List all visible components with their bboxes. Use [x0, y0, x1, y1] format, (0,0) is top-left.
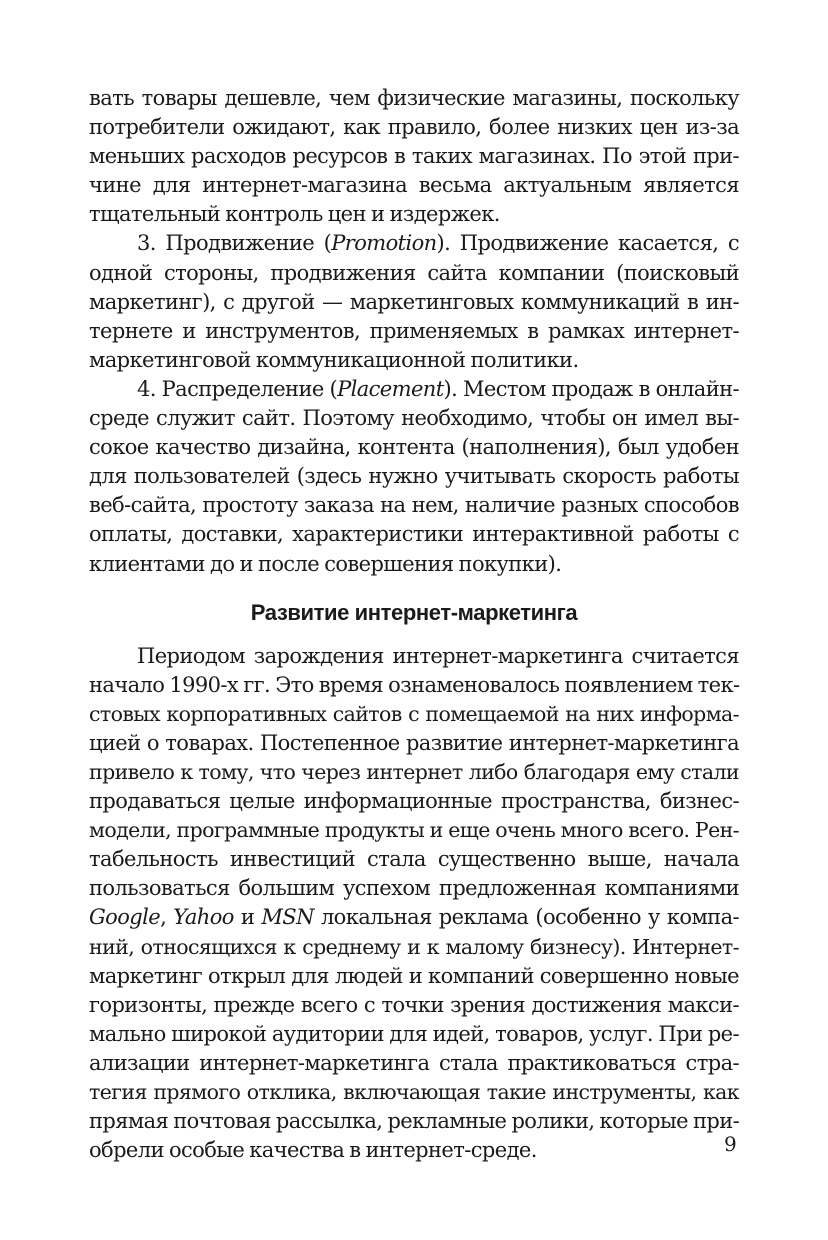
text-line: прямая почтовая рассылка, рекламные ролики, которые при- — [89, 1109, 740, 1134]
term-yahoo: Yahoo — [173, 905, 234, 930]
paragraph-price-continuation — [89, 84, 739, 229]
text-line — [89, 375, 739, 404]
text-line: стовых корпоративных сайтов с помещаемой на них информа- — [89, 701, 739, 726]
text-line: пользоваться большим успехом предложенная компаниями — [89, 876, 739, 901]
text-line: тернете и инструментов, применяемых в рамках интернет- — [89, 318, 739, 343]
text-line: маркетинговой коммуникационной политики. — [89, 347, 579, 372]
text-line: цией о товарах. Постепенное развитие интернет-маркетинга — [89, 730, 739, 755]
page-number: 9 — [724, 1132, 737, 1156]
text-line: веб-сайта, простоту заказа на нем, наличие разных способов — [89, 493, 739, 518]
text-line: горизонты, прежде всего с точки зрения достижения макси- — [89, 992, 739, 1017]
text-line: маркетинг), с другой — маркетинговых коммуникаций в ин- — [89, 289, 739, 314]
text-line: начало 1990-х гг. Это время ознаменовалось появлением тек- — [89, 672, 740, 697]
page-body — [89, 84, 739, 1165]
term-msn: MSN — [261, 905, 314, 930]
text-fragment: локальная реклама (особенно у компа- — [313, 905, 739, 930]
term-promotion: Promotion — [331, 231, 437, 256]
text-line — [89, 229, 739, 258]
text-line: чине для интернет-магазина весьма актуальным является — [89, 173, 739, 198]
text-fragment: 4. Распределение ( — [137, 376, 338, 401]
text-line: мально широкой аудитории для идей, товаров, услуг. При ре- — [89, 1021, 739, 1046]
text-line: табельность инвестиций стала существенно выше, начала — [89, 847, 739, 872]
text-line: тщательный контроль цен и издержек. — [89, 202, 500, 227]
text-line: для пользователей (здесь нужно учитывать скорость работы — [89, 464, 739, 489]
text-line: среде служит сайт. Поэтому необходимо, чтобы он имел вы- — [89, 406, 739, 431]
text-fragment: ). Продвижение касается, с — [436, 231, 739, 256]
text-line: модели, программные продукты и еще очень много всего. Рен- — [89, 818, 739, 843]
text-line: ний, относящихся к среднему и к малому бизнесу). Интернет- — [89, 934, 739, 959]
text-line: клиентами до и после совершения покупки). — [89, 551, 562, 576]
text-line: продаваться целые информационные пространства, бизнес- — [89, 789, 739, 814]
text-line: обрели особые качества в интернет-среде. — [89, 1138, 537, 1163]
text-fragment: ). Местом продаж в онлайн- — [443, 376, 739, 401]
paragraph-placement — [89, 375, 739, 579]
text-line: Периодом зарождения интернет-маркетинга считается — [137, 643, 739, 668]
term-google: Google — [89, 905, 161, 930]
paragraph-promotion — [89, 229, 739, 374]
text-line: привело к тому, что через интернет либо благодаря ему стали — [89, 759, 739, 784]
paragraph-history — [89, 642, 739, 1166]
text-fragment: , — [160, 905, 174, 930]
text-line: сокое качество дизайна, контента (наполнения), был удобен — [89, 435, 739, 460]
text-line: тегия прямого отклика, включающая такие инструменты, как — [89, 1080, 739, 1104]
text-fragment: и — [233, 905, 262, 930]
text-line: одной стороны, продвижения сайта компании (поисковый — [89, 260, 739, 285]
text-line: вать товары дешевле, чем физические магазины, поскольку — [89, 86, 739, 110]
text-line: оплаты, доставки, характеристики интерактивной работы с — [89, 522, 739, 547]
section-heading: Развитие интернет-маркетинга — [250, 599, 578, 625]
text-line: ализации интернет-маркетинга стала практиковаться стра- — [89, 1050, 739, 1075]
text-fragment: 3. Продвижение ( — [137, 231, 332, 256]
text-line: маркетинг открыл для людей и компаний совершенно новые — [89, 963, 739, 988]
text-line: потребители ожидают, как правило, более низких цен из-за — [89, 115, 739, 140]
term-placement: Placement — [337, 376, 444, 401]
text-line: меньших расходов ресурсов в таких магазинах. По этой при- — [89, 144, 739, 169]
text-line — [89, 903, 739, 932]
